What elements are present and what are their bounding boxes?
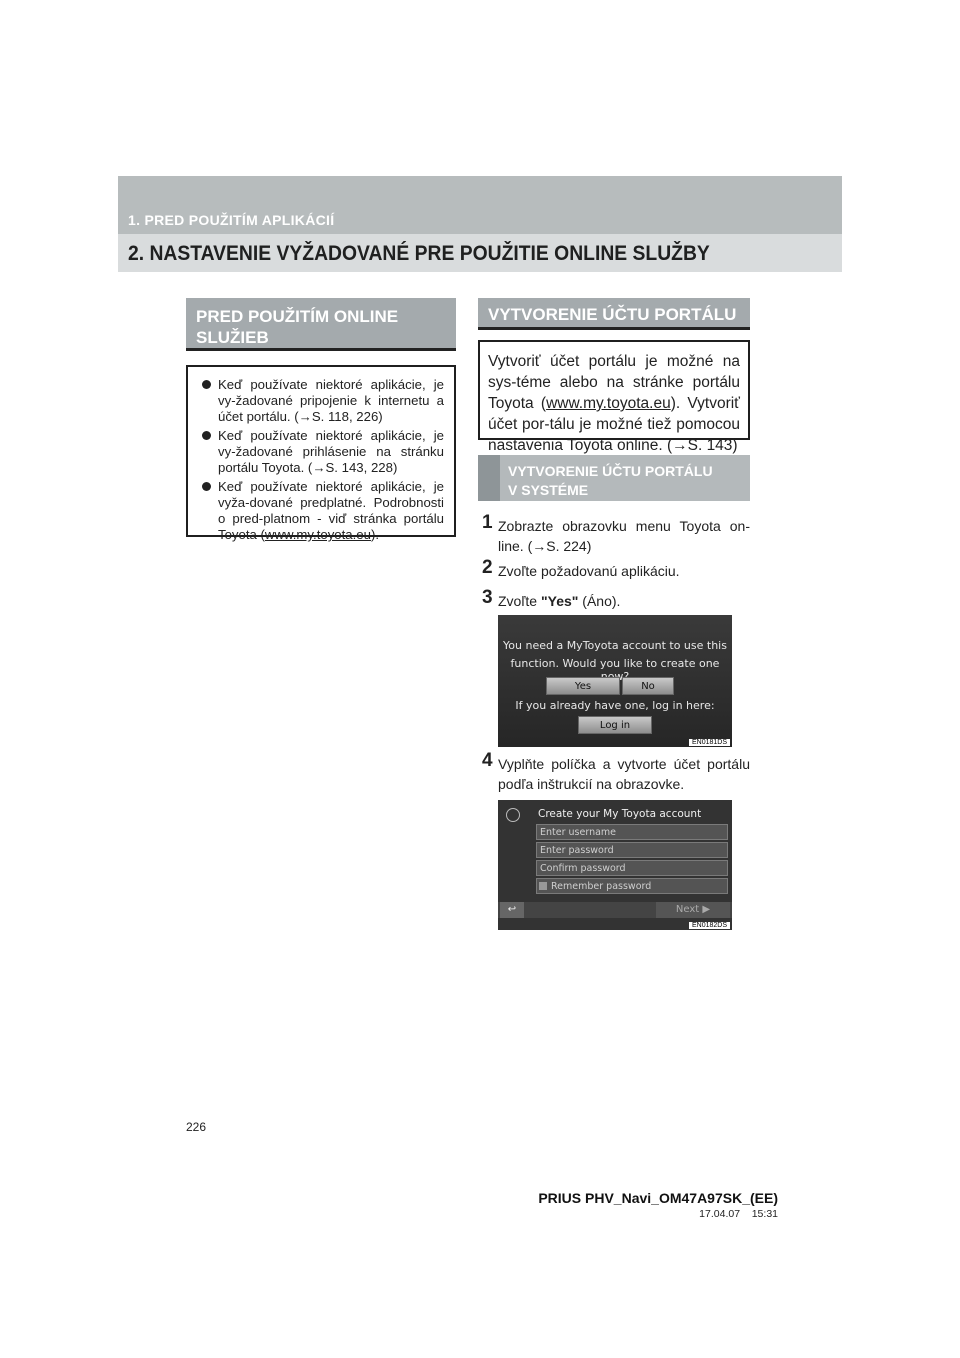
no-button[interactable]: No xyxy=(622,677,674,695)
password-field[interactable]: Enter password xyxy=(536,842,728,858)
yes-button[interactable]: Yes xyxy=(546,677,620,695)
sub-heading xyxy=(478,455,750,501)
right-info-box xyxy=(478,340,750,454)
login-prompt: If you already have one, log in here: xyxy=(515,699,715,712)
step-text: Zobrazte obrazovku menu Toyota on-line. (→S. 224) xyxy=(498,518,750,554)
print-date: 17.04.07 xyxy=(699,1208,741,1220)
bullet-text: Keď používate niektoré aplikácie, je vyža-dované predplatné. Podrobnosti o pred-platnom - viď stránka portálu Toyota ( xyxy=(218,479,444,542)
para-text: ). Vytvoriť účet por-tálu je možné tiež pomocou nastavenia Toyota online. (→S. 143) xyxy=(488,395,740,454)
step-text: Vyplňte políčka a vytvorte účet portálu podľa inštrukcií na obrazovke. xyxy=(498,756,750,792)
next-button[interactable] xyxy=(656,902,730,918)
right-info-paragraph xyxy=(480,342,748,464)
login-button[interactable]: Log in xyxy=(578,716,652,734)
step-4 xyxy=(482,750,750,794)
step-number: 3 xyxy=(482,587,493,608)
portal-link[interactable]: www.my.toyota.eu xyxy=(264,527,371,542)
bullet-item xyxy=(202,377,444,425)
model-code: PRIUS PHV_Navi_OM47A97SK_(EE) xyxy=(538,1190,778,1206)
bullet-dot-icon xyxy=(202,380,211,389)
back-arrow-icon: ↩ xyxy=(507,904,517,915)
page-number: 226 xyxy=(186,1120,207,1134)
remember-label: Remember password xyxy=(551,881,652,892)
bullet-text: ). xyxy=(370,527,380,542)
prompt-line-2: function. Would you like to create one xyxy=(510,657,720,670)
bullet-dot-icon xyxy=(202,482,211,491)
screenshot-account-form xyxy=(498,800,732,930)
image-code: EN0182DS xyxy=(689,922,730,929)
right-heading-text: VYTVORENIE ÚČTU PORTÁLU xyxy=(488,305,737,324)
checkbox-icon xyxy=(539,882,547,890)
portal-link[interactable]: www.my.toyota.eu xyxy=(546,395,671,412)
bullet-text: Keď používate niektoré aplikácie, je vy-žadované prihlásenie na stránku portálu Toyota. (→S. 143, 228) xyxy=(218,428,444,475)
bullet-list xyxy=(188,367,454,554)
section-title: 1. PRED POUŽITÍM APLIKÁCIÍ xyxy=(128,212,335,228)
confirm-password-field[interactable]: Confirm password xyxy=(536,860,728,876)
print-stamp xyxy=(699,1208,778,1220)
para-text: Vytvoriť účet portálu je možné na sys-téme alebo na stránke portálu Toyota ( xyxy=(488,353,740,412)
chapter-header xyxy=(118,176,842,272)
page-title: 2. NASTAVENIE VYŽADOVANÉ PRE POUŽITIE ONLINE SLUŽBY xyxy=(128,242,710,265)
bullet-text: Keď používate niektoré aplikácie, je vy-žadované pripojenie k internetu a účet portálu. (→S. 118, 226) xyxy=(218,377,444,424)
image-code: EN0181DS xyxy=(689,739,730,746)
prompt-line-1: You need a MyToyota account to use this xyxy=(503,639,727,652)
play-icon: ▶ xyxy=(702,904,711,915)
left-heading-line1: PRED POUŽITÍM ONLINE xyxy=(196,307,399,326)
screenshot-create-account-prompt xyxy=(498,615,732,747)
step-3 xyxy=(482,587,750,611)
left-info-box xyxy=(186,365,456,542)
remember-password-option[interactable] xyxy=(536,878,728,894)
left-heading-line2: SLUŽIEB xyxy=(196,328,269,347)
sub-heading-line2: V SYSTÉME xyxy=(508,482,589,498)
step-number: 1 xyxy=(482,512,493,533)
step-text: (Áno). xyxy=(578,593,621,609)
print-time: 15:31 xyxy=(751,1208,778,1220)
sub-heading-line1: VYTVORENIE ÚČTU PORTÁLU xyxy=(508,463,713,479)
bullet-item xyxy=(202,479,444,543)
bullet-dot-icon xyxy=(202,431,211,440)
step-text: Zvoľte požadovanú aplikáciu. xyxy=(498,563,680,579)
step-number: 4 xyxy=(482,750,493,771)
yes-label: "Yes" xyxy=(540,593,579,609)
next-label: Next xyxy=(675,904,700,915)
step-2 xyxy=(482,557,750,581)
back-button[interactable] xyxy=(500,902,524,918)
right-box-heading xyxy=(478,298,750,330)
step-1 xyxy=(482,512,750,556)
left-box-heading xyxy=(186,298,456,351)
form-title: Create your My Toyota account xyxy=(538,808,702,820)
globe-icon xyxy=(506,808,520,822)
username-field[interactable]: Enter username xyxy=(536,824,728,840)
step-text: Zvoľte xyxy=(498,593,541,609)
bullet-item xyxy=(202,428,444,476)
step-number: 2 xyxy=(482,557,493,578)
